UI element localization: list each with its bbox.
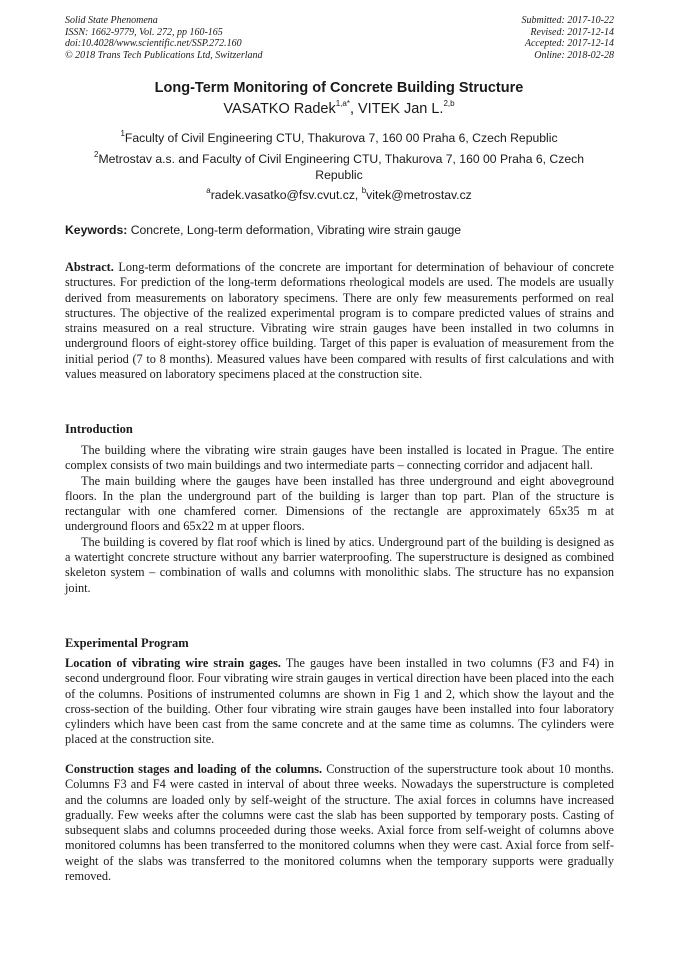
keywords-label: Keywords:: [65, 223, 128, 237]
affiliation-1-text: Faculty of Civil Engineering CTU, Thakurova 7, 160 00 Praha 6, Czech Republic: [124, 131, 558, 145]
journal-copyright: © 2018 Trans Tech Publications Ltd, Switzerland: [65, 49, 263, 61]
introduction-body: [65, 443, 614, 596]
author-1: VASATKO Radek: [223, 101, 336, 117]
exp-paragraph-1-text: The gauges have been installed in two columns (F3 and F4) in second underground floor. Four vibrating wire strain gauges in vertical direction have been placed into the each of the columns. Positions of instrumented columns are shown in Fig 1 and 2, which show the layout and the cross-section of the building. Other four vibrating wire strain gauges have been installed into four laboratory cylinders which have been cast from the same concrete and at the same time as columns. The cylinders were placed at the construction site.: [65, 656, 614, 747]
introduction-heading: Introduction: [65, 422, 133, 436]
abstract: [65, 260, 614, 382]
abstract-label: Abstract.: [65, 260, 114, 274]
affiliation-1-sup: 1: [120, 128, 125, 138]
affiliation-2: [70, 149, 608, 183]
paper-title: Long-Term Monitoring of Concrete Building Structure: [154, 80, 524, 96]
author-2-sup: 2,b: [443, 99, 455, 109]
author-1-sup: 1,a*: [335, 99, 350, 109]
exp-paragraph-1-lead: Location of vibrating wire strain gages.: [65, 656, 281, 670]
email-a-sup: a: [206, 185, 211, 195]
intro-paragraph-2: The main building where the gauges have been installed has three underground and eight aboveground floors. In the plan the underground part of the building is larger than top part. Plan of the structure is rectangular with one chamfered corner. Dimensions of the rectangle are approximately 65x35 m at underground floors and 65x22 m at upper floors.: [65, 473, 614, 534]
experimental-paragraph-1: [65, 656, 614, 748]
journal-header: [65, 15, 263, 61]
affiliation-2-text: Metrostav a.s. and Faculty of Civil Engineering CTU, Thakurova 7, 160 00 Praha 6, Czech Republic: [98, 152, 584, 182]
intro-paragraph-3: The building is covered by flat roof which is lined by atics. Underground part of the building is designed as a watertight concrete structure without any barrier waterproofing. The superstructure is designed as combined skeleton system – combination of walls and columns with monolithic slabs. The structure has no expansion joint.: [65, 534, 614, 595]
date-accepted: Accepted: 2017-12-14: [524, 38, 614, 49]
date-online: Online: 2018-02-28: [534, 49, 614, 61]
exp-paragraph-2-text: Construction of the superstructure took about 10 months. Columns F3 and F4 were casted in interval of about three weeks. Nowadays the superstructure is completed and the columns are loaded only by self-weight of the structure. The axial forces in columns have increased gradually. Few weeks after the columns were cast the slab has been supported by temporary posts. Casting of subsequent slabs and columns proceeded during those weeks. Axial force from self-weight of columns above monitored columns has been transferred to the monitored columns when they were cast. Axial force from self-weight of the slabs was transferred to the monitored columns when the temporary supports were gradually removed.: [65, 762, 614, 884]
email-b[interactable]: vitek@metrostav.cz: [366, 188, 472, 202]
experimental-paragraph-2: [65, 762, 614, 884]
email-separator: ,: [354, 188, 362, 202]
intro-paragraph-1: The building where the vibrating wire strain gauges have been installed is located in Prague. The entire complex consists of two main buildings and two intermediate parts – connecting corridor and adjacent hall.: [65, 443, 614, 473]
journal-name: Solid State Phenomena: [65, 15, 158, 26]
author-line: [0, 101, 678, 117]
exp-paragraph-2-lead: Construction stages and loading of the columns.: [65, 762, 323, 776]
keywords-text: Concrete, Long-term deformation, Vibrating wire strain gauge: [127, 223, 462, 237]
date-submitted: Submitted: 2017-10-22: [521, 15, 614, 26]
abstract-text: Long-term deformations of the concrete are important for determination of behaviour of concrete structures. For prediction of the long-term deformations rheological models are used. The models are usually derived from measurements on laboratory specimens. There are only few measurements performed on real structures. The objective of the realized experimental program is to compare predicted values of strains and strains measured on a real structure. Vibrating wire strain gauges have been installed in two columns in underground floors of eight-storey office building. Target of this paper is evaluation of measurement from the initial period (7 to 8 months). Measured values have been compared with results of first calculations and with values measured on laboratory specimens placed at the construction site.: [65, 260, 614, 382]
affiliation-1: [70, 128, 608, 147]
dates-header: [522, 15, 615, 61]
journal-doi[interactable]: doi:10.4028/www.scientific.net/SSP.272.160: [65, 38, 242, 49]
author-2: VITEK Jan L.: [358, 101, 444, 117]
keywords: [65, 223, 615, 237]
journal-issn: ISSN: 1662-9779, Vol. 272, pp 160-165: [65, 26, 223, 38]
experimental-heading: Experimental Program: [65, 636, 189, 650]
author-separator: ,: [349, 101, 359, 117]
date-revised: Revised: 2017-12-14: [530, 26, 614, 38]
email-line: [0, 185, 678, 202]
email-b-sup: b: [361, 185, 367, 195]
email-a[interactable]: radek.vasatko@fsv.cvut.cz: [210, 188, 355, 202]
affiliation-2-sup: 2: [94, 149, 99, 159]
